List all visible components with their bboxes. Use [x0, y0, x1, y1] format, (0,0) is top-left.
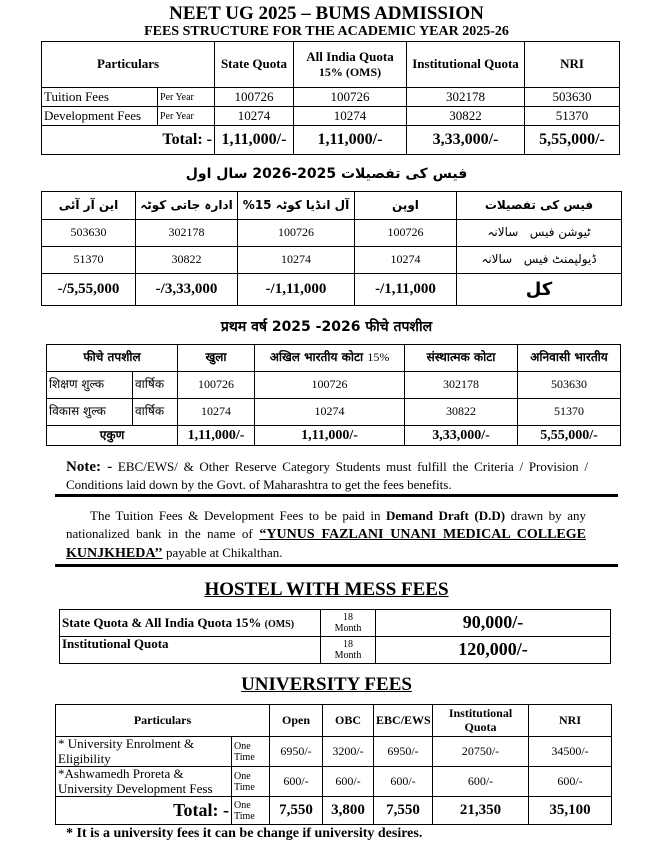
- total-value: 3,33,000/-: [407, 126, 525, 155]
- urdu-header-particulars: فیس کی تفصیلات: [457, 192, 622, 220]
- cell-value: 51370: [518, 399, 621, 426]
- row-period: वार्षिक: [133, 399, 178, 426]
- header-particulars: Particulars: [42, 42, 215, 88]
- total-value: 1,11,000/-: [355, 274, 457, 306]
- page-title: NEET UG 2025 – BUMS ADMISSION: [169, 3, 484, 24]
- cell-value: 51370: [525, 107, 620, 126]
- divider: [55, 494, 618, 497]
- cell-value: 600/-: [433, 767, 529, 797]
- cell-value: 10274: [355, 247, 457, 274]
- cell-value: 10274: [238, 247, 355, 274]
- cell-value: 3200/-: [323, 737, 374, 767]
- uni-row-label: *Ashwamedh Proreta & University Development Fess: [56, 767, 232, 797]
- cell-value: 100726: [355, 220, 457, 247]
- cell-value: 503630: [42, 220, 136, 247]
- uni-header-particulars: Particulars: [56, 705, 270, 737]
- cell-value: 51370: [42, 247, 136, 274]
- university-title: UNIVERSITY FEES: [241, 674, 412, 695]
- divider: [55, 564, 618, 567]
- table-row: [42, 88, 620, 107]
- total-value: 5,55,000/-: [42, 274, 136, 306]
- total-row: [47, 426, 621, 446]
- table-row: [42, 220, 622, 247]
- cell-value: 100726: [255, 372, 405, 399]
- total-value: 3,33,000/-: [405, 426, 518, 446]
- table-row: [60, 637, 611, 664]
- hostel-fee-table: [59, 609, 611, 664]
- urdu-row-label: ڈیولپمنٹ فیس سالانہ: [457, 247, 622, 274]
- uni-header-institutional: Institutional Quota: [433, 705, 529, 737]
- urdu-header-open: اوپن: [355, 192, 457, 220]
- row-label: Development Fees: [42, 107, 158, 126]
- urdu-header-nri: این آر آئی: [42, 192, 136, 220]
- row-label: शिक्षण शुल्क: [47, 372, 133, 399]
- table-row: [42, 247, 622, 274]
- cell-value: 600/-: [529, 767, 612, 797]
- cell-value: 6950/-: [270, 737, 323, 767]
- total-row: [42, 274, 622, 306]
- uni-total-label: Total: -: [56, 797, 232, 825]
- cell-value: 10274: [255, 399, 405, 426]
- total-label: एकुण: [47, 426, 178, 446]
- cell-value: 100726: [238, 220, 355, 247]
- table-row: [56, 767, 612, 797]
- uni-total-period: One Time: [232, 797, 270, 825]
- hostel-duration: 18 Month: [321, 637, 376, 664]
- hindi-header-open: खुला: [178, 345, 255, 372]
- urdu-header-institutional: ادارہ جاتی کوٹہ: [136, 192, 238, 220]
- total-row: [56, 797, 612, 825]
- total-value: 5,55,000/-: [518, 426, 621, 446]
- hostel-row-label: Institutional Quota: [60, 637, 321, 664]
- cell-value: 30822: [407, 107, 525, 126]
- total-value: 1,11,000/-: [215, 126, 294, 155]
- uni-row-label: * University Enrolment & Eligibility: [56, 737, 232, 767]
- urdu-header-all-india: آل انڈیا کوٹہ 15%: [238, 192, 355, 220]
- table-row: [42, 107, 620, 126]
- note-text: Note: - EBC/EWS/ & Other Reserve Category Students must fulfill the Criteria / Provision / Conditions laid down by the Govt. of Maharashtra to get the fees benefits.: [66, 459, 588, 492]
- urdu-row-label: ٹیوشن فیس سالانہ: [457, 220, 622, 247]
- cell-value: 600/-: [270, 767, 323, 797]
- cell-value: 6950/-: [374, 737, 433, 767]
- footer-note: * It is a university fees it can be change if university desires.: [66, 826, 423, 841]
- row-label: Tuition Fees: [42, 88, 158, 107]
- cell-value: 600/-: [323, 767, 374, 797]
- cell-value: 10274: [215, 107, 294, 126]
- uni-header-ebc: EBC/EWS: [374, 705, 433, 737]
- english-fee-table: [41, 41, 620, 155]
- total-row: [42, 126, 620, 155]
- total-value: 35,100: [529, 797, 612, 825]
- cell-value: 100726: [215, 88, 294, 107]
- cell-value: 30822: [136, 247, 238, 274]
- cell-value: 10274: [294, 107, 407, 126]
- row-period: Per Year: [158, 88, 215, 107]
- table-row: [47, 372, 621, 399]
- total-value: 1,11,000/-: [294, 126, 407, 155]
- hindi-header-nri: अनिवासी भारतीय: [518, 345, 621, 372]
- header-nri: NRI: [525, 42, 620, 88]
- total-value: 21,350: [433, 797, 529, 825]
- total-value: 1,11,000/-: [238, 274, 355, 306]
- cell-value: 34500/-: [529, 737, 612, 767]
- cell-value: 10274: [178, 399, 255, 426]
- table-row: [60, 610, 611, 637]
- hindi-header-institutional: संस्थात्मक कोटा: [405, 345, 518, 372]
- payment-text: The Tuition Fees & Development Fees to be paid in Demand Draft (D.D) drawn by any nationalized bank in the name of “YUNUS FAZLANI UNANI MEDICAL COLLEGE KUNJKHEDA’’ payable at Chikalthan.: [66, 508, 587, 561]
- urdu-title: فیس کی تفصیلات 2025-2026 سال اول: [185, 166, 468, 182]
- cell-value: 503630: [518, 372, 621, 399]
- total-value: 1,11,000/-: [255, 426, 405, 446]
- total-label: Total: -: [42, 126, 215, 155]
- hindi-header-all-india: अखिल भारतीय कोटा 15%: [255, 345, 405, 372]
- cell-value: 503630: [525, 88, 620, 107]
- row-label: विकास शुल्क: [47, 399, 133, 426]
- cell-value: 100726: [178, 372, 255, 399]
- hindi-title: प्रथम वर्ष 2025 -2026 फीचे तपशील: [220, 319, 433, 335]
- hostel-amount: 90,000/-: [376, 610, 611, 637]
- cell-value: 30822: [405, 399, 518, 426]
- cell-value: 20750/-: [433, 737, 529, 767]
- uni-header-nri: NRI: [529, 705, 612, 737]
- uni-row-period: One Time: [232, 767, 270, 797]
- page-subtitle: FEES STRUCTURE FOR THE ACADEMIC YEAR 2025-26: [144, 24, 509, 39]
- urdu-fee-table: [41, 191, 622, 306]
- row-period: Per Year: [158, 107, 215, 126]
- header-institutional-quota: Institutional Quota: [407, 42, 525, 88]
- total-value: 3,33,000/-: [136, 274, 238, 306]
- cell-value: 302178: [407, 88, 525, 107]
- header-state-quota: State Quota: [215, 42, 294, 88]
- university-fee-table: [55, 704, 612, 825]
- total-value: 1,11,000/-: [178, 426, 255, 446]
- urdu-total-label: کل: [457, 274, 622, 306]
- cell-value: 600/-: [374, 767, 433, 797]
- cell-value: 100726: [294, 88, 407, 107]
- cell-value: 302178: [405, 372, 518, 399]
- cell-value: 302178: [136, 220, 238, 247]
- uni-header-obc: OBC: [323, 705, 374, 737]
- total-value: 3,800: [323, 797, 374, 825]
- total-value: 7,550: [374, 797, 433, 825]
- uni-header-open: Open: [270, 705, 323, 737]
- table-row: [56, 737, 612, 767]
- hostel-duration: 18 Month: [321, 610, 376, 637]
- row-period: वार्षिक: [133, 372, 178, 399]
- total-value: 5,55,000/-: [525, 126, 620, 155]
- hostel-row-label: State Quota & All India Quota 15% (OMS): [60, 610, 321, 637]
- total-value: 7,550: [270, 797, 323, 825]
- hostel-amount: 120,000/-: [376, 637, 611, 664]
- header-all-india-quota: All India Quota 15% (OMS): [294, 42, 407, 88]
- table-row: [47, 399, 621, 426]
- hostel-title: HOSTEL WITH MESS FEES: [204, 579, 449, 600]
- uni-row-period: One Time: [232, 737, 270, 767]
- hindi-fee-table: [46, 344, 621, 446]
- hindi-header-particulars: फीचे तपशील: [47, 345, 178, 372]
